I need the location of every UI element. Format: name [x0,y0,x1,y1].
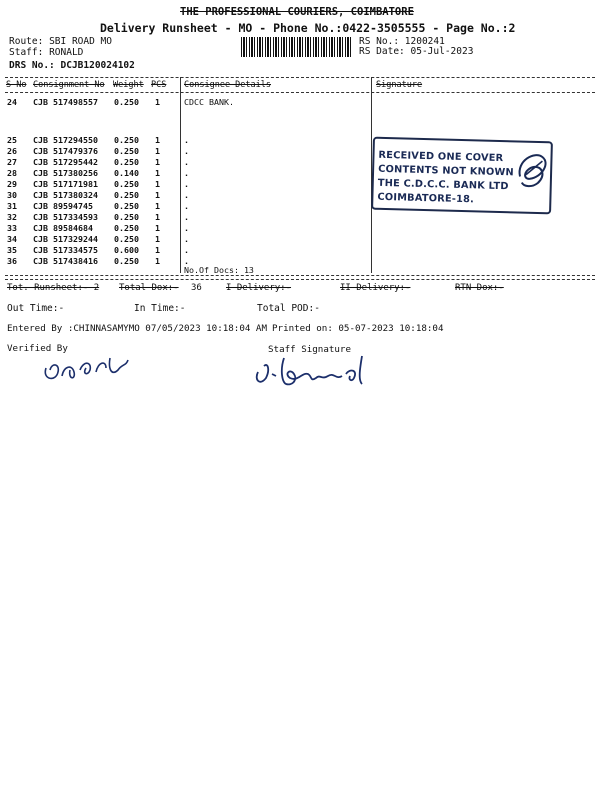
total-dox-value: 36 [191,283,202,293]
stamp-line-1: RECEIVED ONE COVER [378,149,504,165]
row-pcs: 1 [155,146,160,156]
route-value: SBI ROAD MO [49,36,112,47]
row-sno: 30 [7,190,17,200]
barcode [241,37,352,57]
row-weight: 0.250 [114,146,139,156]
printed-on: Printed on: 05-07-2023 10:18:04 [272,323,444,334]
row-consignment: CJB 517295442 [33,157,98,167]
row-weight: 0.600 [114,245,139,255]
total-pod: Total POD:- [257,303,320,314]
staff-signature [250,350,380,390]
header-weight: Weight [113,80,144,90]
row-consignment: CJB 517498557 [33,97,98,107]
row-details: . [184,146,189,156]
row-details: . [184,135,189,145]
row-consignment: CJB 517380256 [33,168,98,178]
staff-signature-label: Staff Signature [268,344,351,355]
row-consignment: CJB 517329244 [33,234,98,244]
staff-label: Staff: [9,47,44,58]
row-sno: 34 [7,234,17,244]
row-weight: 0.250 [114,256,139,266]
company-name: THE PROFESSIONAL COURIERS, COIMBATORE [180,6,414,18]
row-details: . [184,256,189,266]
row-sno: 27 [7,157,17,167]
row-sno: 35 [7,245,17,255]
rs-date-value: 05-Jul-2023 [410,46,474,57]
drs-value: DCJB120024102 [60,60,135,71]
verifier-signature [40,350,140,386]
table-header-rule [5,92,595,93]
stamp-line-4: COIMBATORE-18. [377,191,475,206]
staff-row [9,47,83,58]
header-sno: S No [6,80,27,90]
row-consignment: CJB 89594745 [33,201,93,211]
row-sno: 32 [7,212,17,222]
i-delivery: I Delivery:- [226,283,292,293]
row-sno: 33 [7,223,17,233]
no-of-docs: No.Of Docs: 13 [184,265,254,275]
row-pcs: 1 [155,201,160,211]
row-pcs: 1 [155,234,160,244]
header-consignment: Consignment No [33,80,105,90]
row-details: . [184,223,189,233]
stamp-line-2: CONTENTS NOT KNOWN [377,163,515,179]
rs-no-label: RS No.: [359,36,400,47]
in-time: In Time:- [134,303,186,314]
row-consignment: CJB 517334593 [33,212,98,222]
total-dox-label: Total Dox:- [119,283,179,293]
row-consignment: CJB 517294550 [33,135,98,145]
row-weight: 0.250 [114,212,139,222]
rtn-dox: RTN Dox:- [455,283,504,293]
row-weight: 0.250 [114,157,139,167]
row-weight: 0.250 [114,135,139,145]
row-sno: 24 [7,97,17,107]
row-consignment: CJB 89584684 [33,223,93,233]
entered-by: Entered By :CHINNASAMYMO 07/05/2023 10:18:04 AM [7,323,267,334]
row-weight: 0.250 [114,234,139,244]
verified-by-label: Verified By [7,343,68,354]
row-weight: 0.250 [114,190,139,200]
row-details: . [184,190,189,200]
row-sno: 29 [7,179,17,189]
row-pcs: 1 [155,179,160,189]
row-sno: 26 [7,146,17,156]
row-pcs: 1 [155,157,160,167]
row-pcs: 1 [155,245,160,255]
row-details: . [184,157,189,167]
row-pcs: 1 [155,135,160,145]
row-weight: 0.250 [114,97,139,107]
row-consignment: CJB 517171981 [33,179,98,189]
row-pcs: 1 [155,190,160,200]
staff-value: RONALD [49,47,84,58]
route-row [9,36,112,47]
header-signature: Signature [376,80,423,90]
header-pcs: PCS [151,80,167,90]
stamp-line-3: THE C.D.C.C. BANK LTD [377,177,509,193]
row-consignment: CJB 517380324 [33,190,98,200]
row-consignment: CJB 517438416 [33,256,98,266]
total-runsheet: Tot. Runsheet:- 2 [7,283,100,293]
drs-row [9,60,135,71]
totals-top-rule [5,279,595,280]
row-sno: 25 [7,135,17,145]
row-sno: 31 [7,201,17,211]
row-details: . [184,234,189,244]
stamp-scribble-initials [512,146,553,193]
ii-delivery: II Delivery:- [340,283,411,293]
row-weight: 0.250 [114,179,139,189]
row-pcs: 1 [155,97,160,107]
row-pcs: 1 [155,168,160,178]
row-consignment: CJB 517334575 [33,245,98,255]
runsheet-title: Delivery Runsheet - MO - Phone No.:0422-3505555 - Page No.:2 [100,21,516,35]
rs-date-label: RS Date: [359,46,405,57]
row-sno: 36 [7,256,17,266]
out-time: Out Time:- [7,303,65,314]
row-details: . [184,179,189,189]
header-details: Consignee Details [184,80,271,90]
row-details: CDCC BANK. [184,97,234,107]
drs-label: DRS No.: [9,60,55,71]
row-details: . [184,245,189,255]
row-details: . [184,201,189,211]
row-weight: 0.250 [114,223,139,233]
route-label: Route: [9,36,44,47]
row-weight: 0.140 [114,168,139,178]
row-details: . [184,212,189,222]
row-sno: 28 [7,168,17,178]
column-divider-details [180,77,181,273]
rs-no-value: 1200241 [404,36,445,47]
rs-date-row [359,46,473,57]
row-weight: 0.250 [114,201,139,211]
table-top-rule [5,77,595,78]
table-bottom-rule [5,275,595,276]
row-consignment: CJB 517479376 [33,146,98,156]
row-pcs: 1 [155,223,160,233]
row-pcs: 1 [155,212,160,222]
row-pcs: 1 [155,256,160,266]
row-details: . [184,168,189,178]
bank-received-stamp [371,137,553,215]
